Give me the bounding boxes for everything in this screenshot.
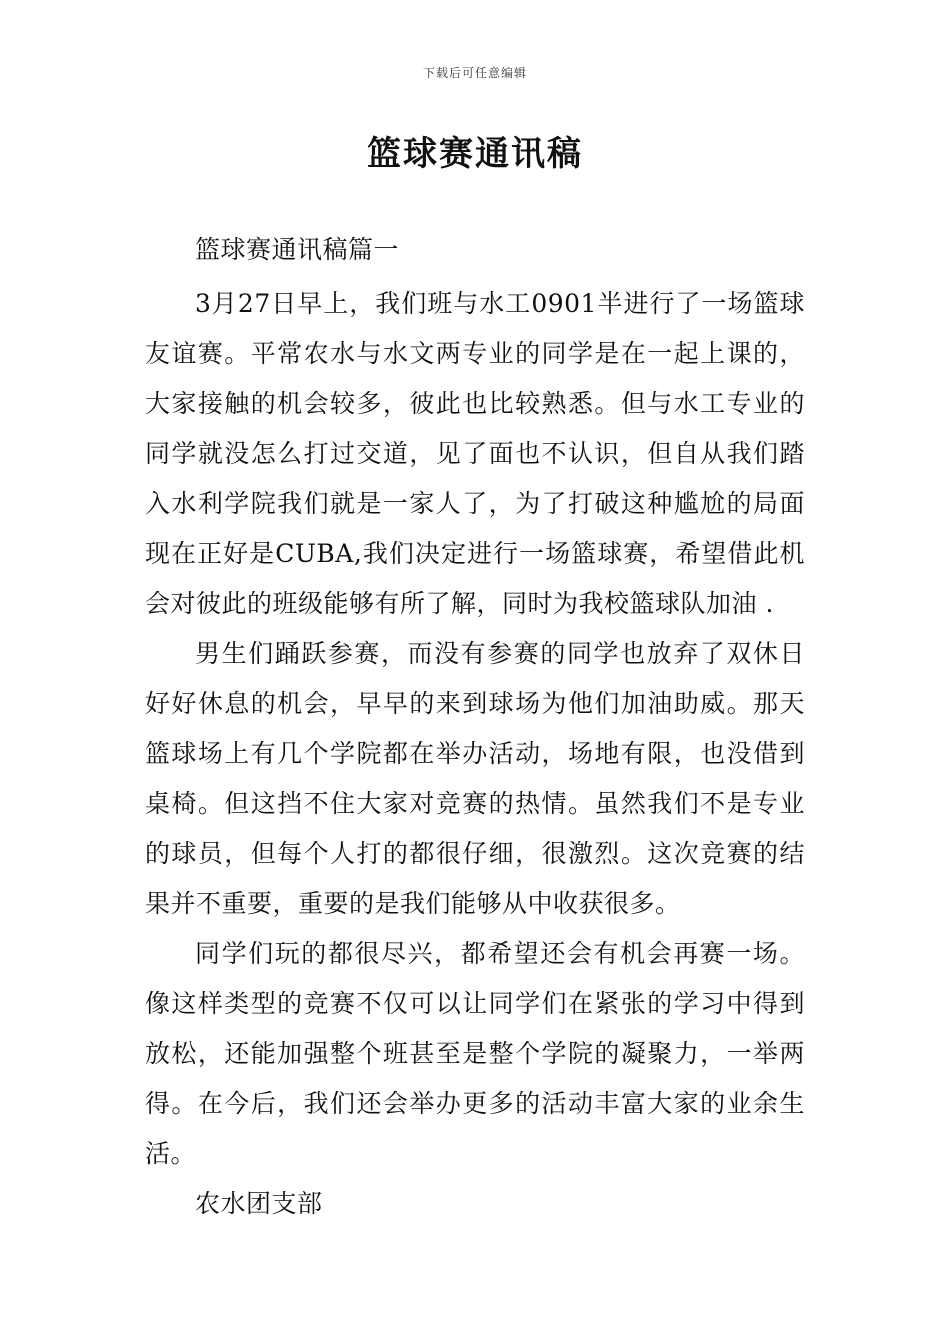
paragraph-1: 3月27日早上，我们班与水工0901半进行了一场篮球友谊赛。平常农水与水文两专业的同学是在一起上课的，大家接触的机会较多，彼此也比较熟悉。但与水工专业的同学就没怎么打过交道，见了面也不认识，但自从我们踏入水利学院我们就是一家人了，为了打破这种尴尬的局面现在正好是CUBA,我们决定进行一场篮球赛，希望借此机会对彼此的班级能够有所了解，同时为我校篮球队加油 . bbox=[145, 289, 805, 618]
paragraph-3: 同学们玩的都很尽兴，都希望还会有机会再赛一场。像这样类型的竞赛不仅可以让同学们在紧张的学习中得到放松，还能加强整个班甚至是整个学院的凝聚力，一举两得。在今后，我们还会举办更多的活动丰富大家的业余生活。 bbox=[145, 939, 805, 1168]
section-heading: 篮球赛通讯稿篇一 bbox=[195, 235, 400, 264]
signature: 农水团支部 bbox=[195, 1189, 323, 1218]
document-body bbox=[145, 225, 805, 1229]
paragraph-2: 男生们踊跃参赛，而没有参赛的同学也放弃了双休日好好休息的机会，早早的来到球场为他们加油助威。那天篮球场上有几个学院都在举办活动，场地有限，也没借到桌椅。但这挡不住大家对竞赛的热情。虽然我们不是专业的球员，但每个人打的都很仔细，很激烈。这次竞赛的结果并不重要，重要的是我们能够从中收获很多。 bbox=[145, 639, 805, 918]
header-note: 下载后可任意编辑 bbox=[422, 66, 527, 80]
document-title: 篮球赛通讯稿 bbox=[367, 134, 583, 174]
